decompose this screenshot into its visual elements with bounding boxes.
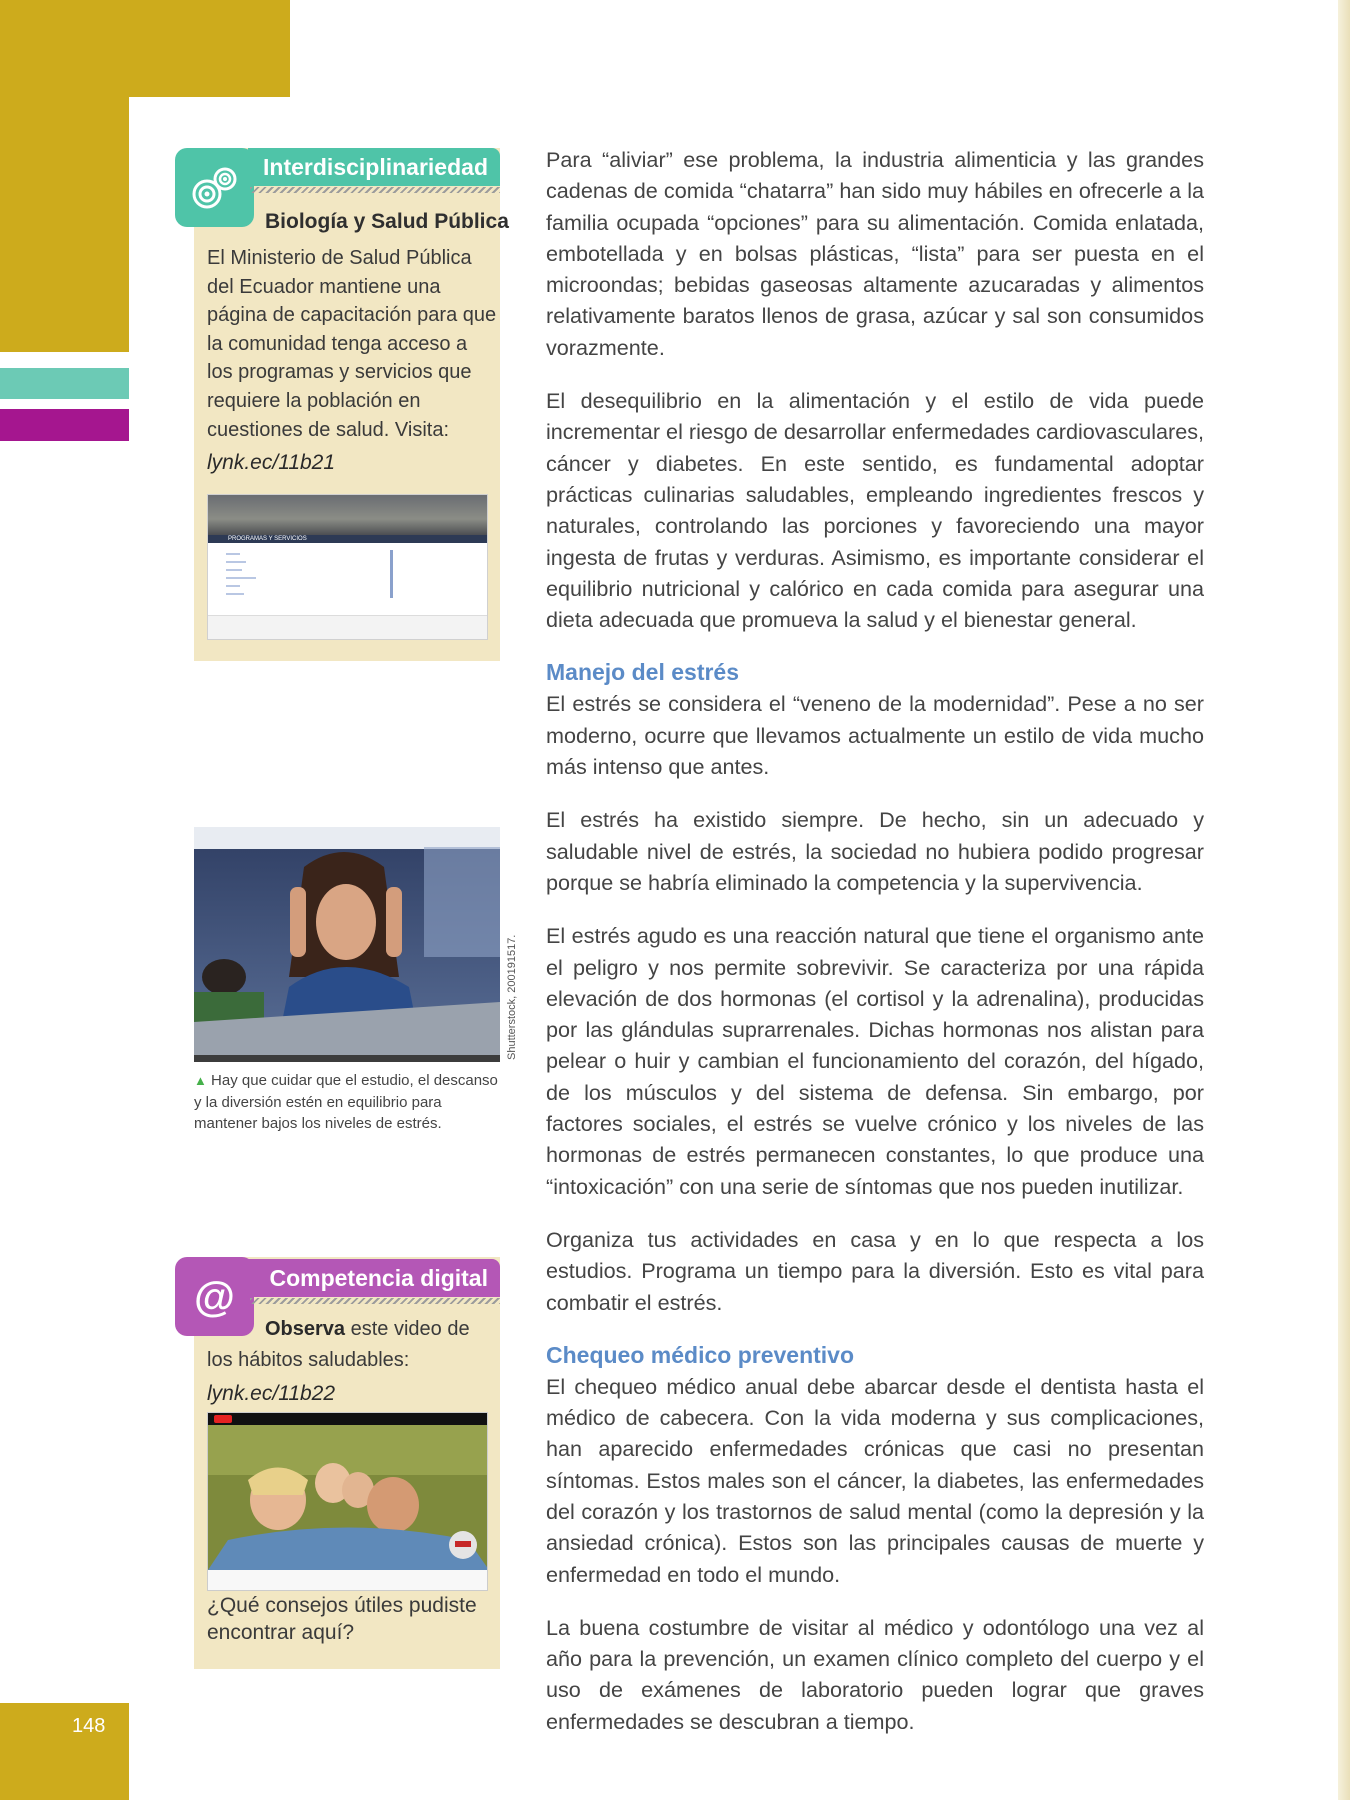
paragraph: El chequeo médico anual debe abarcar desde el dentista hasta el médico de cabecera. Con la vida moderna y sus complicaciones, han aparecido enfermedades crónicas que casi no presentan síntomas. Estos males son el cáncer, la diabetes, las enfermedades del corazón y los trastornos de salud mental (como la depresión y la ansiedad crónica). Estos son las principales causas de muerte y enfermedad en todo el mundo. (546, 1373, 1204, 1587)
observa-rest: este video de (345, 1318, 470, 1340)
family-video-frame (208, 1425, 487, 1570)
photo-credit: Shutterstock, 200191517. (506, 934, 518, 1060)
video-topbar (208, 1413, 487, 1425)
question-text: ¿Qué consejos útiles pudiste encontrar aquí? (207, 1594, 477, 1644)
observa-bold: Observa (265, 1318, 346, 1340)
triangle-icon: ▲ (194, 1073, 207, 1088)
box-subtitle: Biología y Salud Pública (265, 210, 509, 233)
decorative-band-side (0, 97, 129, 352)
paragraph: La buena costumbre de visitar al médico y odontólogo una vez al año para la prevención, un examen clínico completo del cuerpo y el uso de exámenes de laboratorio pueden lograr que graves enfermedades se descubran a tiempo. (546, 1614, 1204, 1734)
paragraph: El estrés agudo es una reacción natural que tiene el organismo ante el peligro y nos permite sobrevivir. Se caracteriza por una rápida elevación de dos hormonas (el cortisol y la adrenalina), producidas por las glándulas suprarrenales. Dichas hormonas nos alistan para pelear o huir y cambian el funcionamiento del corazón, del hígado, de los músculos y del sistema de defensa. Sin embargo, por factores sociales, el estrés se vuelve crónico y los niveles de las hormonas de estrés permanecen constantes, lo que produce una “intoxicación” con una serie de síntomas que nos pueden inutilizar. (546, 923, 1204, 1199)
screenshot-line (226, 553, 240, 555)
interdisciplinary-header: Interdisciplinariedad (248, 148, 500, 186)
paragraph: El estrés se considera el “veneno de la modernidad”. Pese a no ser moderno, ocurre que llevamos actualmente un estilo de vida mucho más intenso que antes. (546, 691, 1204, 780)
photo-caption (194, 1070, 504, 1135)
section-heading-stress: Manejo del estrés (546, 659, 740, 686)
paragraph: El estrés ha existido siempre. De hecho, sin un adecuado y saludable nivel de estrés, la sociedad no hubiera podido progresar porque se habría eliminado la competencia y la supervivencia. (546, 807, 1204, 895)
at-sign-icon: @ (175, 1257, 254, 1336)
screenshot-line (226, 593, 244, 595)
video-logo-icon (214, 1415, 232, 1423)
link-lynk-11b22[interactable]: lynk.ec/11b22 (207, 1382, 336, 1405)
main-column (546, 144, 1204, 1759)
page-edge (1338, 0, 1350, 1800)
decorative-band-teal (0, 368, 129, 399)
photo-caption-text: Hay que cuidar que el estudio, el descanso y la diversión estén en equilibrio para mantener bajos los niveles de estrés. (194, 1072, 498, 1132)
screenshot-line (226, 561, 246, 563)
interdisciplinary-badge (175, 148, 254, 227)
decorative-band-bottom (0, 1703, 129, 1800)
student-photo-illustration (194, 827, 500, 1062)
screenshot-line (226, 569, 242, 571)
digital-competence-header: Competencia digital (248, 1259, 500, 1297)
decorative-band-magenta (0, 409, 129, 441)
page-number: 148 (72, 1715, 106, 1737)
section-heading-checkup: Chequeo médico preventivo (546, 1341, 855, 1368)
paragraph: El desequilibrio en la alimentación y el estilo de vida puede incrementar el riesgo de desarrollar enfermedades cardiovasculares, cáncer y diabetes. En este sentido, es fundamental adoptar prácticas culinarias saludables, empleando ingredientes frescos y naturales, controlando las porciones y favoreciendo una mayor ingesta de frutas y verduras. Asimismo, es importante considerar el equilibrio nutricional y calórico en cada comida para asegurar una dieta adecuada que promueva la salud y el bienestar general. (546, 388, 1204, 633)
student-stress-photo (194, 827, 500, 1062)
video-screenshot[interactable] (207, 1412, 488, 1591)
screenshot-scrollbar (390, 550, 393, 598)
box-text: El Ministerio de Salud Pública del Ecuador mantiene una página de capacitación para que la comunidad tenga acceso a los programas y servicios que requiere la población en cuestiones de salud. Visita: (207, 247, 497, 441)
screenshot-navbar (208, 535, 487, 543)
screenshot-line (226, 577, 256, 579)
family-illustration (208, 1425, 487, 1570)
ministry-website-screenshot (207, 494, 488, 640)
box-text: los hábitos saludables: (207, 1349, 410, 1371)
link-lynk-11b21[interactable]: lynk.ec/11b21 (207, 451, 336, 474)
paragraph: Para “aliviar” ese problema, la industria alimenticia y las grandes cadenas de comida “chatarra” han sido muy hábiles en ofrecerle a la familia ocupada “opciones” para su alimentación. Comida enlatada, embotellada y en bolsas plásticas, “lista” para ser puesta en el microondas; bebidas gaseosas altamente azucaradas y alimentos relativamente baratos llenos de grasa, azúcar y sal son consumidos vorazmente. (546, 147, 1204, 360)
screenshot-nav-title: PROGRAMAS Y SERVICIOS (228, 536, 307, 542)
header-hatch (250, 1298, 500, 1304)
decorative-band-top (0, 0, 290, 97)
paragraph: Organiza tus actividades en casa y en lo que respecta a los estudios. Programa un tiempo para la diversión. Esto es vital para combatir el estrés. (546, 1226, 1204, 1315)
header-hatch (250, 187, 500, 193)
observa-line (265, 1318, 470, 1341)
screenshot-footer (208, 615, 487, 640)
video-info-bar (208, 1570, 487, 1591)
concentric-circles-icon (187, 160, 243, 216)
screenshot-banner (208, 495, 487, 535)
screenshot-line (226, 585, 240, 587)
